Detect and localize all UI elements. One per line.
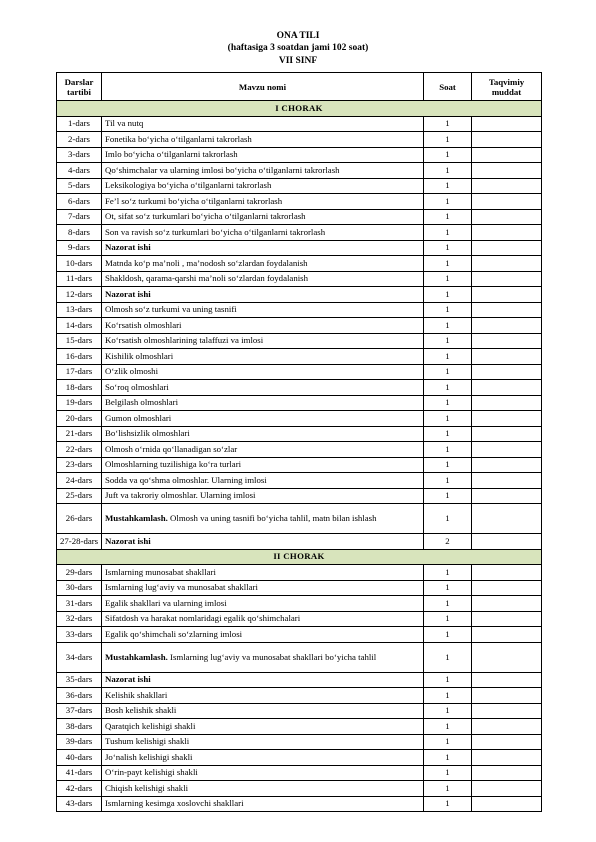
lesson-date-cell[interactable] [472,642,542,672]
table-row [57,611,542,627]
lesson-number: 26-dars [57,504,102,534]
lesson-date-cell[interactable] [472,364,542,380]
table-row [57,504,542,534]
lesson-hours: 1 [424,132,472,148]
lesson-hours: 1 [424,426,472,442]
lesson-date-cell[interactable] [472,302,542,318]
lesson-number: 1-dars [57,116,102,132]
table-row [57,147,542,163]
lesson-hours: 1 [424,688,472,704]
lesson-topic: Kelishik shakllari [102,688,424,704]
lesson-date-cell[interactable] [472,672,542,688]
lesson-date-cell[interactable] [472,349,542,365]
topic-text: Ismlarning lug‘aviy va munosabat shakllari bo‘yicha tahlil [167,651,377,662]
lesson-date-cell[interactable] [472,565,542,581]
table-row [57,596,542,612]
lesson-topic: Ismlarning munosabat shakllari [102,565,424,581]
lesson-topic: Tushum kelishigi shakli [102,734,424,750]
lesson-hours: 1 [424,209,472,225]
table-row [57,302,542,318]
lesson-date-cell[interactable] [472,209,542,225]
lesson-topic: Olmosh so‘z turkumi va uning tasnifi [102,302,424,318]
lesson-number: 2-dars [57,132,102,148]
table-row [57,194,542,210]
lesson-hours: 1 [424,271,472,287]
lesson-hours: 1 [424,565,472,581]
lesson-date-cell[interactable] [472,318,542,334]
lesson-number: 12-dars [57,287,102,303]
lesson-hours: 1 [424,256,472,272]
lesson-date-cell[interactable] [472,719,542,735]
lesson-hours: 1 [424,781,472,797]
lesson-hours: 1 [424,302,472,318]
table-row [57,719,542,735]
quarter-title: I CHORAK [57,101,542,117]
lesson-hours: 1 [424,611,472,627]
lesson-topic: Ismlarning kesimga xoslovchi shakllari [102,796,424,812]
lesson-hours: 1 [424,734,472,750]
lesson-topic: Olmosh o‘rnida qo‘llanadigan so‘zlar [102,442,424,458]
lesson-date-cell[interactable] [472,411,542,427]
lesson-topic: Ismlarning lug‘aviy va munosabat shakllari [102,580,424,596]
grade-label: VII SINF [278,56,318,66]
table-row [57,132,542,148]
lesson-topic: So‘roq olmoshlari [102,380,424,396]
lesson-hours: 1 [424,765,472,781]
lesson-topic: Sifatdosh va harakat nomlaridagi egalik qo‘shimchalari [102,611,424,627]
lesson-hours: 1 [424,318,472,334]
lesson-number: 21-dars [57,426,102,442]
lesson-date-cell[interactable] [472,147,542,163]
table-row [57,411,542,427]
lesson-date-cell[interactable] [472,225,542,241]
lesson-hours: 1 [424,719,472,735]
lesson-topic: Bosh kelishik shakli [102,703,424,719]
table-row [57,703,542,719]
table-body [57,101,542,812]
lesson-number: 17-dars [57,364,102,380]
lesson-number: 3-dars [57,147,102,163]
lesson-topic: Sodda va qo‘shma olmoshlar. Ularning imlosi [102,473,424,489]
table-row [57,781,542,797]
table-row [57,225,542,241]
lesson-date-cell[interactable] [472,504,542,534]
lesson-number: 38-dars [57,719,102,735]
lesson-topic: Chiqish kelishigi shakli [102,781,424,797]
lesson-number: 15-dars [57,333,102,349]
lesson-number: 43-dars [57,796,102,812]
lesson-hours: 1 [424,349,472,365]
lesson-topic: Bo‘lishsizlik olmoshlari [102,426,424,442]
lesson-number: 27-28-dars [57,534,102,550]
lesson-topic: Ko‘rsatish olmoshlari [102,318,424,334]
column-header-order: Darslar tartibi [57,73,102,101]
document-subtitle: (haftasiga 3 soatdan jami 102 soat) [227,43,369,53]
lesson-number: 7-dars [57,209,102,225]
document-title: ONA TILI [276,31,320,41]
lesson-topic: Egalik qo‘shimchali so‘zlarning imlosi [102,627,424,643]
lesson-date-cell[interactable] [472,163,542,179]
lesson-topic: Gumon olmoshlari [102,411,424,427]
lesson-number: 24-dars [57,473,102,489]
table-row [57,395,542,411]
table-row [57,349,542,365]
lesson-topic [102,642,424,672]
table-row [57,256,542,272]
table-row [57,750,542,766]
lesson-hours: 1 [424,457,472,473]
table-row [57,765,542,781]
topic-lead: Mustahkamlash. [105,513,168,523]
lesson-hours: 1 [424,116,472,132]
lesson-number: 11-dars [57,271,102,287]
table-row [57,672,542,688]
lesson-date-cell[interactable] [472,688,542,704]
lesson-date-cell[interactable] [472,781,542,797]
table-row [57,178,542,194]
lesson-topic: Ot, sifat so‘z turkumlari bo‘yicha o‘tilganlarni takrorlash [102,209,424,225]
lesson-date-cell[interactable] [472,534,542,550]
lesson-date-cell[interactable] [472,333,542,349]
lesson-date-cell[interactable] [472,703,542,719]
lesson-number: 31-dars [57,596,102,612]
lesson-number: 25-dars [57,488,102,504]
lesson-date-cell[interactable] [472,473,542,489]
lesson-date-cell[interactable] [472,796,542,812]
lesson-hours: 1 [424,504,472,534]
table-row [57,473,542,489]
lesson-number: 36-dars [57,688,102,704]
lesson-date-cell[interactable] [472,611,542,627]
lesson-number: 41-dars [57,765,102,781]
lesson-number: 35-dars [57,672,102,688]
lesson-date-cell[interactable] [472,380,542,396]
lesson-topic: Ko‘rsatish olmoshlarining talaffuzi va imlosi [102,333,424,349]
lesson-number: 23-dars [57,457,102,473]
lesson-hours: 1 [424,442,472,458]
lesson-date-cell[interactable] [472,580,542,596]
lesson-number: 39-dars [57,734,102,750]
lesson-date-cell[interactable] [472,132,542,148]
lesson-topic: Nazorat ishi [102,534,424,550]
lesson-topic: Kishilik olmoshlari [102,349,424,365]
lesson-date-cell[interactable] [472,457,542,473]
lesson-topic: Matnda ko‘p ma’noli , ma’nodosh so‘zlardan foydalanish [102,256,424,272]
lesson-date-cell[interactable] [472,488,542,504]
lesson-hours: 1 [424,580,472,596]
lesson-number: 22-dars [57,442,102,458]
table-row [57,565,542,581]
quarter-title: II CHORAK [57,549,542,565]
topic-lead: Mustahkamlash. [105,651,168,662]
lesson-date-cell[interactable] [472,750,542,766]
lesson-topic: Belgilash olmoshlari [102,395,424,411]
lesson-hours: 1 [424,225,472,241]
lesson-number: 40-dars [57,750,102,766]
lesson-plan-table [56,72,542,812]
lesson-topic [102,504,424,534]
lesson-topic: Nazorat ishi [102,287,424,303]
lesson-topic: Juft va takroriy olmoshlar. Ularning imlosi [102,488,424,504]
lesson-topic: O‘zlik olmoshi [102,364,424,380]
lesson-hours: 1 [424,796,472,812]
lesson-date-cell[interactable] [472,765,542,781]
topic-text: Olmosh va uning tasnifi bo‘yicha tahlil, matn bilan ishlash [167,513,377,523]
lesson-hours: 1 [424,163,472,179]
lesson-hours: 1 [424,380,472,396]
table-row [57,488,542,504]
lesson-number: 33-dars [57,627,102,643]
lesson-number: 6-dars [57,194,102,210]
lesson-date-cell[interactable] [472,287,542,303]
quarter-header-row [57,101,542,117]
lesson-topic: Qaratqich kelishigi shakli [102,719,424,735]
lesson-topic: Til va nutq [102,116,424,132]
lesson-date-cell[interactable] [472,426,542,442]
table-row [57,240,542,256]
table-row [57,163,542,179]
lesson-hours: 1 [424,395,472,411]
lesson-hours: 1 [424,333,472,349]
lesson-hours: 1 [424,596,472,612]
lesson-hours: 1 [424,178,472,194]
lesson-topic: Leksikologiya bo‘yicha o‘tilganlarni takrorlash [102,178,424,194]
lesson-topic: Nazorat ishi [102,672,424,688]
column-header-date: Taqvimiy muddat [472,73,542,101]
table-row [57,457,542,473]
lesson-topic: Olmoshlarning tuzilishiga ko‘ra turlari [102,457,424,473]
lesson-hours: 1 [424,672,472,688]
lesson-hours: 1 [424,750,472,766]
lesson-date-cell[interactable] [472,734,542,750]
column-header-hours: Soat [424,73,472,101]
table-row [57,796,542,812]
table-row [57,271,542,287]
table-row [57,318,542,334]
lesson-date-cell[interactable] [472,627,542,643]
lesson-hours: 1 [424,642,472,672]
table-row [57,688,542,704]
lesson-topic: Imlo bo‘yicha o‘tilganlarni takrorlash [102,147,424,163]
lesson-date-cell[interactable] [472,178,542,194]
table-row [57,116,542,132]
lesson-hours: 1 [424,703,472,719]
lesson-hours: 1 [424,627,472,643]
table-row [57,364,542,380]
table-row [57,580,542,596]
lesson-number: 16-dars [57,349,102,365]
lesson-hours: 1 [424,411,472,427]
lesson-number: 19-dars [57,395,102,411]
lesson-hours: 1 [424,488,472,504]
lesson-topic: Fe’l so‘z turkumi bo‘yicha o‘tilganlarni takrorlash [102,194,424,210]
lesson-date-cell[interactable] [472,256,542,272]
table-row [57,287,542,303]
lesson-number: 34-dars [57,642,102,672]
lesson-number: 4-dars [57,163,102,179]
lesson-date-cell[interactable] [472,116,542,132]
lesson-topic: Nazorat ishi [102,240,424,256]
table-row [57,209,542,225]
lesson-hours: 1 [424,194,472,210]
lesson-date-cell[interactable] [472,442,542,458]
table-row [57,426,542,442]
column-header-topic: Mavzu nomi [102,73,424,101]
lesson-date-cell[interactable] [472,240,542,256]
lesson-date-cell[interactable] [472,194,542,210]
lesson-topic: Son va ravish so‘z turkumlari bo‘yicha o‘tilganlarni takrorlash [102,225,424,241]
lesson-number: 9-dars [57,240,102,256]
lesson-number: 10-dars [57,256,102,272]
lesson-number: 29-dars [57,565,102,581]
table-row [57,534,542,550]
lesson-hours: 2 [424,534,472,550]
table-row [57,380,542,396]
table-row [57,442,542,458]
lesson-hours: 1 [424,364,472,380]
lesson-number: 20-dars [57,411,102,427]
lesson-number: 32-dars [57,611,102,627]
table-row [57,734,542,750]
lesson-number: 37-dars [57,703,102,719]
table-header-row [57,73,542,101]
lesson-hours: 1 [424,147,472,163]
lesson-number: 18-dars [57,380,102,396]
lesson-topic: O‘rin-payt kelishigi shakli [102,765,424,781]
lesson-topic: Qo‘shimchalar va ularning imlosi bo‘yicha o‘tilganlarni takrorlash [102,163,424,179]
lesson-date-cell[interactable] [472,271,542,287]
lesson-number: 13-dars [57,302,102,318]
lesson-number: 42-dars [57,781,102,797]
lesson-number: 14-dars [57,318,102,334]
lesson-number: 8-dars [57,225,102,241]
lesson-topic: Shakldosh, qarama-qarshi ma’noli so‘zlardan foydalanish [102,271,424,287]
lesson-date-cell[interactable] [472,596,542,612]
lesson-hours: 1 [424,287,472,303]
lesson-hours: 1 [424,473,472,489]
table-row [57,627,542,643]
table-row [57,642,542,672]
lesson-topic: Egalik shakllari va ularning imlosi [102,596,424,612]
lesson-topic: Jo‘nalish kelishigi shakli [102,750,424,766]
lesson-topic: Fonetika bo‘yicha o‘tilganlarni takrorlash [102,132,424,148]
lesson-hours: 1 [424,240,472,256]
lesson-number: 30-dars [57,580,102,596]
table-row [57,333,542,349]
lesson-date-cell[interactable] [472,395,542,411]
quarter-header-row [57,549,542,565]
lesson-number: 5-dars [57,178,102,194]
